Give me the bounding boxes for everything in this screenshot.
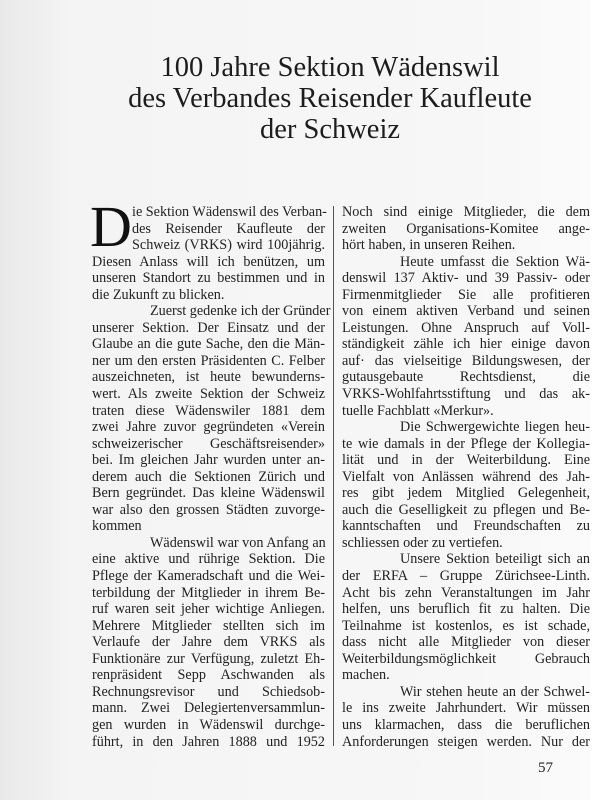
text-line: Bern gegründet. Das kleine Wädenswil [92,485,325,502]
text-line: ner um den ersten Präsidenten C. Felber [92,352,325,369]
text-line: Glaube an die gute Sache, den die Män- [92,336,325,353]
text-line: Teilnahme ist kostenlos, es ist schade, [342,617,590,634]
text-line: eine aktive und rührige Sektion. Die [92,551,325,568]
text-line: schweizerischer Geschäftsreisender» [92,435,325,452]
text-line: auszeichneten, ist heute bewunderns- [92,369,325,386]
title-line-3: der Schweiz [259,114,401,145]
text-line: Wädenswil war von Anfang an [150,534,326,551]
text-line: Rechnungsrevisor und Schiedsob- [92,683,325,700]
text-line: helfen, uns beruflich fit zu halten. Die [342,601,590,618]
text-line: Leistungen. Ohne Anspruch auf Voll- [342,319,590,336]
text-line: machen. [342,667,390,684]
text-line: derem auch die Sektionen Zürich und [92,468,325,485]
text-line: gutausgebaute Rechtsdienst, die [342,369,590,386]
text-line: denswil 137 Aktiv- und 39 Passiv- oder [342,270,590,287]
text-line: VRKS-Wohlfahrtsstiftung und das ak- [342,386,590,403]
text-line: Firmenmitglieder Sie alle profitieren [342,286,590,303]
text-line: Vielfalt von Anlässen während des Jah- [342,468,590,485]
text-line: unserer Sektion. Der Einsatz und der [92,319,325,336]
text-line: hört haben, in unseren Reihen. [342,237,516,254]
text-line: des Reisender Kaufleute der [132,220,325,237]
text-line: Wir stehen heute an der Schwel- [400,683,590,700]
text-line: führt, in den Jahren 1888 und 1952 [92,733,325,750]
text-line: Unsere Sektion beteiligt sich an [400,551,590,568]
left-text-column [90,194,331,750]
column-divider [333,206,334,746]
text-line: Pflege der Kameradschaft und die Wei- [92,568,325,585]
text-line: terbildung der Mitglieder in ihrem Be- [92,584,325,601]
right-text-column [342,204,590,750]
drop-cap: D [90,194,132,259]
text-line: Funktionäre zur Verfügung, zuletzt Eh- [92,650,325,667]
text-line: war also den grossen Städten zuvorge- [92,501,325,518]
page-title [60,52,600,145]
text-line: schliessen oder zu vertiefen. [342,534,503,551]
text-line: auch die Geselligkeit zu pflegen und Be- [342,501,590,518]
text-line: traten diese Wädenswiler 1881 dem [92,402,325,419]
text-line: lität und in der Weiterbildung. Eine [342,452,590,469]
text-line: kommen [92,518,142,535]
text-line: dass nicht alle Mitglieder von dieser [342,634,590,651]
text-line: Schweiz (VRKS) wird 100jährig. [132,237,325,254]
text-line: unseren Standort zu bestimmen und in [92,270,325,287]
text-line: mann. Zwei Delegiertenversammlun- [92,700,325,717]
text-line: Noch sind einige Mitglieder, die dem [342,204,590,220]
text-line: ständigkeit zähle ich hier einige davon [342,336,590,353]
text-line: die Zukunft zu blicken. [92,286,225,303]
text-line: Anforderungen steigen werden. Nur der [342,733,590,750]
text-line: Zuerst gedenke ich der Gründer [150,303,331,320]
text-line: renpräsident Sepp Aschwanden als [92,667,325,684]
text-line: Die Schwergewichte liegen heu- [400,419,590,436]
text-line: zwei Jahre zuvor gegründeten «Verein [92,419,325,436]
page-number: 57 [538,760,553,776]
text-line: Mehrere Mitglieder stellten sich im [92,617,325,634]
text-line: uns klarmachen, dass die beruflichen [342,716,590,733]
text-line: res gibt jedem Mitglied Gelegenheit, [342,485,590,502]
text-line: tuelle Fachblatt «Merkur». [342,402,494,419]
text-line: ie Sektion Wädenswil des Verban- [132,204,327,220]
title-line-1: 100 Jahre Sektion Wädenswil [160,52,500,83]
text-line: te wie damals in der Pflege der Kollegia- [342,435,590,452]
text-line: auf· das vielseitige Bildungswesen, der [342,352,590,369]
text-line: von einem aktiven Verband und seinen [342,303,590,320]
text-line: Diesen Anlass will ich benützen, um [92,253,325,270]
text-line: zweiten Organisations-Komitee ange- [342,220,590,237]
title-line-2: des Verbandes Reisender Kaufleute [128,83,532,114]
text-line: kanntschaften und Freundschaften zu [342,518,590,535]
text-line: Weiterbildungsmöglichkeit Gebrauch [342,650,590,667]
text-line: le ins zweite Jahrhundert. Wir müssen [342,700,590,717]
text-line: gen wurden in Wädenswil durchge- [92,716,325,733]
text-line: wert. Als zweite Sektion der Schweiz [92,386,325,403]
text-line: bei. Im gleichen Jahr wurden unter an- [92,452,325,469]
text-line: Heute umfasst die Sektion Wä- [400,253,590,270]
text-line: Acht bis zehn Veranstaltungen im Jahr [342,584,590,601]
text-line: Verlaufe der Jahre dem VRKS als [92,634,325,651]
text-line: der ERFA – Gruppe Zürichsee-Linth. [342,568,590,585]
text-line: ruf waren seit jeher wichtige Anliegen. [92,601,325,618]
